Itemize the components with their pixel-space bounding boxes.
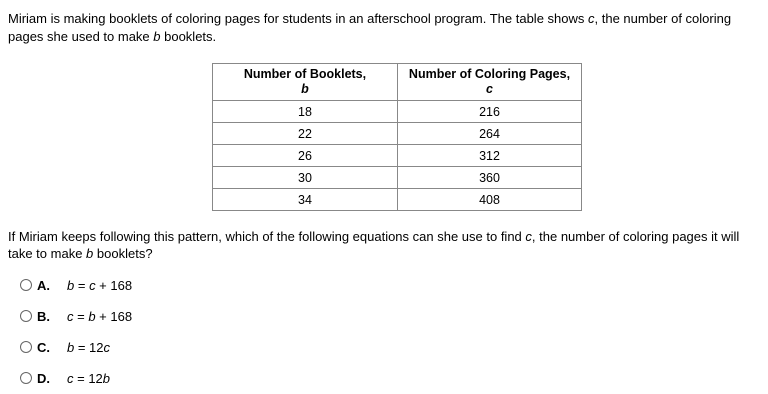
choice-equation: [67, 340, 110, 355]
intro-variable-b: b: [153, 29, 161, 44]
table-row: [213, 145, 582, 167]
equation-lhs: c: [67, 370, 74, 386]
choice-c[interactable]: [20, 338, 110, 356]
table-header-row: [213, 64, 582, 101]
equation-rhs-variable: b: [102, 370, 111, 386]
problem-intro: [8, 10, 764, 46]
equation-relation: =: [73, 308, 89, 324]
equation-relation: = 12: [74, 339, 104, 355]
question-part: booklets?: [93, 246, 153, 261]
intro-text: booklets.: [160, 29, 217, 44]
choice-letter: B.: [37, 308, 50, 324]
header-pages-variable: c: [486, 82, 493, 96]
equation-lhs: c: [67, 308, 74, 324]
choice-equation: [67, 371, 110, 386]
equation-relation: = 12: [73, 370, 103, 386]
question-text: [8, 228, 766, 262]
choice-letter: A.: [37, 277, 50, 293]
equation-lhs: b: [67, 277, 75, 293]
choice-letter: D.: [37, 370, 50, 386]
question-variable-c: c: [525, 229, 532, 244]
table-row: [213, 167, 582, 189]
equation-rhs-rest: + 168: [95, 308, 133, 324]
table-row: [213, 101, 582, 123]
radio-button-c[interactable]: [20, 341, 32, 353]
equation-rhs-rest: + 168: [95, 277, 133, 293]
question-part: , the number of coloring pages it will take to make: [8, 229, 740, 261]
booklets-cell: 34: [213, 189, 398, 211]
choice-d[interactable]: [20, 369, 110, 387]
header-booklets-label: Number of Booklets,: [243, 67, 367, 81]
booklets-cell: 26: [213, 145, 398, 167]
header-coloring-pages: [398, 64, 582, 101]
intro-variable-c: c: [588, 11, 595, 26]
table-row: [213, 123, 582, 145]
question-part: If Miriam keeps following this pattern, which of the following equations can she use to find: [8, 229, 526, 244]
choice-equation: [67, 309, 132, 324]
equation-rhs-variable: c: [89, 277, 96, 293]
radio-button-d[interactable]: [20, 372, 32, 384]
header-booklets-variable: b: [301, 82, 309, 96]
choice-equation: [67, 278, 132, 293]
pages-cell: 216: [398, 101, 582, 123]
pages-cell: 264: [398, 123, 582, 145]
question-variable-b: b: [86, 246, 94, 261]
pages-cell: 312: [398, 145, 582, 167]
radio-button-b[interactable]: [20, 310, 32, 322]
choice-letter: C.: [37, 339, 50, 355]
booklets-pages-table: [212, 63, 582, 211]
header-pages-label: Number of Coloring Pages,: [408, 67, 571, 81]
equation-relation: =: [74, 277, 90, 293]
intro-text: Miriam is making booklets of coloring pages for students in an afterschool program. The table shows: [8, 11, 588, 26]
booklets-cell: 18: [213, 101, 398, 123]
table-row: [213, 189, 582, 211]
choice-a[interactable]: [20, 276, 132, 294]
equation-rhs-variable: c: [103, 339, 111, 355]
choice-b[interactable]: [20, 307, 132, 325]
pages-cell: 360: [398, 167, 582, 189]
header-booklets: [213, 64, 398, 101]
equation-lhs: b: [67, 339, 75, 355]
booklets-cell: 30: [213, 167, 398, 189]
radio-button-a[interactable]: [20, 279, 32, 291]
intro-text: , the number of coloring pages she used to make: [8, 11, 732, 44]
booklets-cell: 22: [213, 123, 398, 145]
pages-cell: 408: [398, 189, 582, 211]
equation-rhs-variable: b: [88, 308, 96, 324]
